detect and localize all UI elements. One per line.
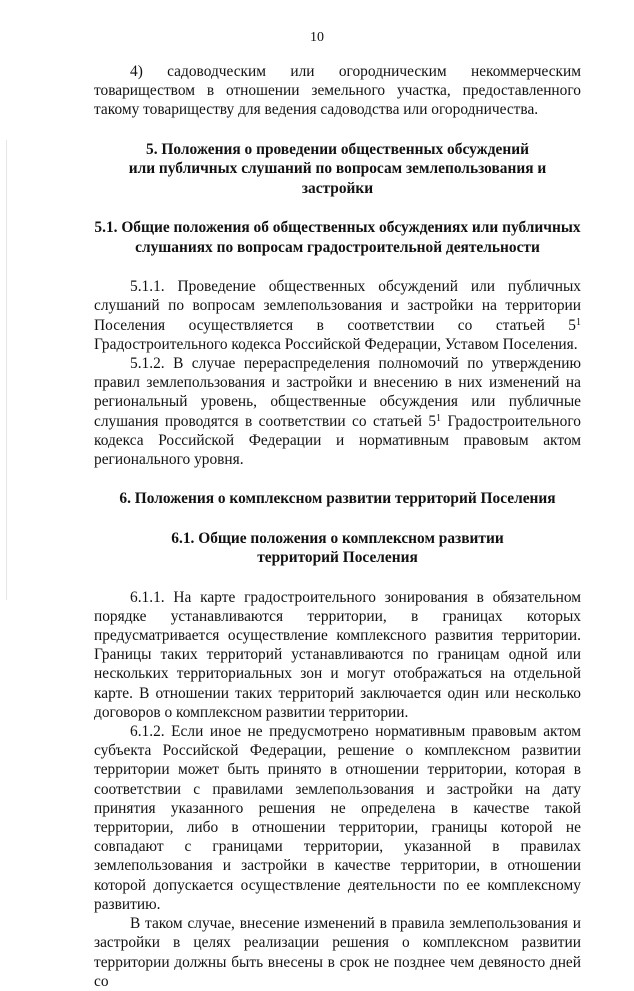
section-5-heading-line-2: или публичных слушаний по вопросам землепользования и застройки <box>128 160 547 197</box>
section-6-1-heading-line-2: территорий Поселения <box>257 549 418 567</box>
section-6-1-heading <box>94 529 581 568</box>
paragraph-5-1-1 <box>94 277 581 354</box>
scan-edge-mark <box>6 140 7 600</box>
paragraph-6-1-2-continuation: В таком случае, внесение изменений в правила землепользования и застройки в целях реализации решения о комплексном развитии территории должны быть внесены в срок не позднее чем девяносто дней со <box>94 915 581 990</box>
section-5-1-heading-line-2: слушаниях по вопросам градостроительной деятельности <box>135 238 540 256</box>
paragraph-5-1-2-text: 5.1.2. В случае перераспределения полномочий по утверждению правил землепользования и застройки и внесению в них изменений на региональный уровень, общественные обсуждения или публичные слушания проводятся в соответствии со статьей 5 <box>94 354 581 430</box>
section-6-1-heading-line-1: 6.1. Общие положения о комплексном развитии <box>171 529 504 547</box>
intro-paragraph: 4) садоводческим или огородническим некоммерческим товариществом в отношении земельного участка, предоставленного такому товариществу для ведения садоводства или огородничества. <box>94 63 581 119</box>
paragraph-5-1-2 <box>94 354 581 469</box>
paragraph-5-1-1-text-end: Градостроительного кодекса Российской Федерации, Уставом Поселения. <box>94 335 578 353</box>
superscript-article-number: 1 <box>576 316 581 328</box>
section-5-1-heading <box>94 218 581 257</box>
paragraph-6-1-2: 6.1.2. Если иное не предусмотрено нормативным правовым актом субъекта Российской Федерации, решение о комплексном развитии территории может быть принято в отношении территории, которая в соответствии с правилами землепользования и застройки на дату принятия указанного решения не определена в качестве такой территории, либо в отношении территории, границы которой не совпадают с границами территории, указанной в правилах землепользования и застройки в качестве территории, в отношении которой допускается осуществление деятельности по ее комплексному развитию. <box>94 723 581 913</box>
section-5-heading-line-1: 5. Положения о проведении общественных обсуждений <box>146 140 529 158</box>
superscript-article-number: 1 <box>436 412 442 424</box>
section-5-heading <box>94 140 581 199</box>
paragraph-6-1-1: 6.1.1. На карте градостроительного зонирования в обязательном порядке устанавливаются территории, в границах которых предусматривается осуществление комплексного развития территории. Границы таких территорий устанавливаются по границам одной или нескольких территориальных зон и могут отображаться на отдельной карте. В отношении таких территорий заключается один или несколько договоров о комплексном развитии территории. <box>94 588 581 721</box>
paragraph-5-1-1-text: 5.1.1. Проведение общественных обсуждений или публичных слушаний по вопросам землепользования и застройки на территории Поселения осуществляется в соответствии со статьей 5 <box>94 278 581 334</box>
section-6-heading <box>94 489 581 509</box>
section-5-1-heading-line-1: 5.1. Общие положения об общественных обсуждениях или публичных <box>94 219 581 237</box>
section-6-heading-line: 6. Положения о комплексном развитии территорий Поселения <box>119 490 556 508</box>
paragraph-5-1-2-text-end: Градостроительного кодекса Российской Федерации и нормативным правовым актом регионального уровня. <box>94 412 581 468</box>
page-number: 10 <box>310 30 324 45</box>
page-content <box>94 62 581 991</box>
